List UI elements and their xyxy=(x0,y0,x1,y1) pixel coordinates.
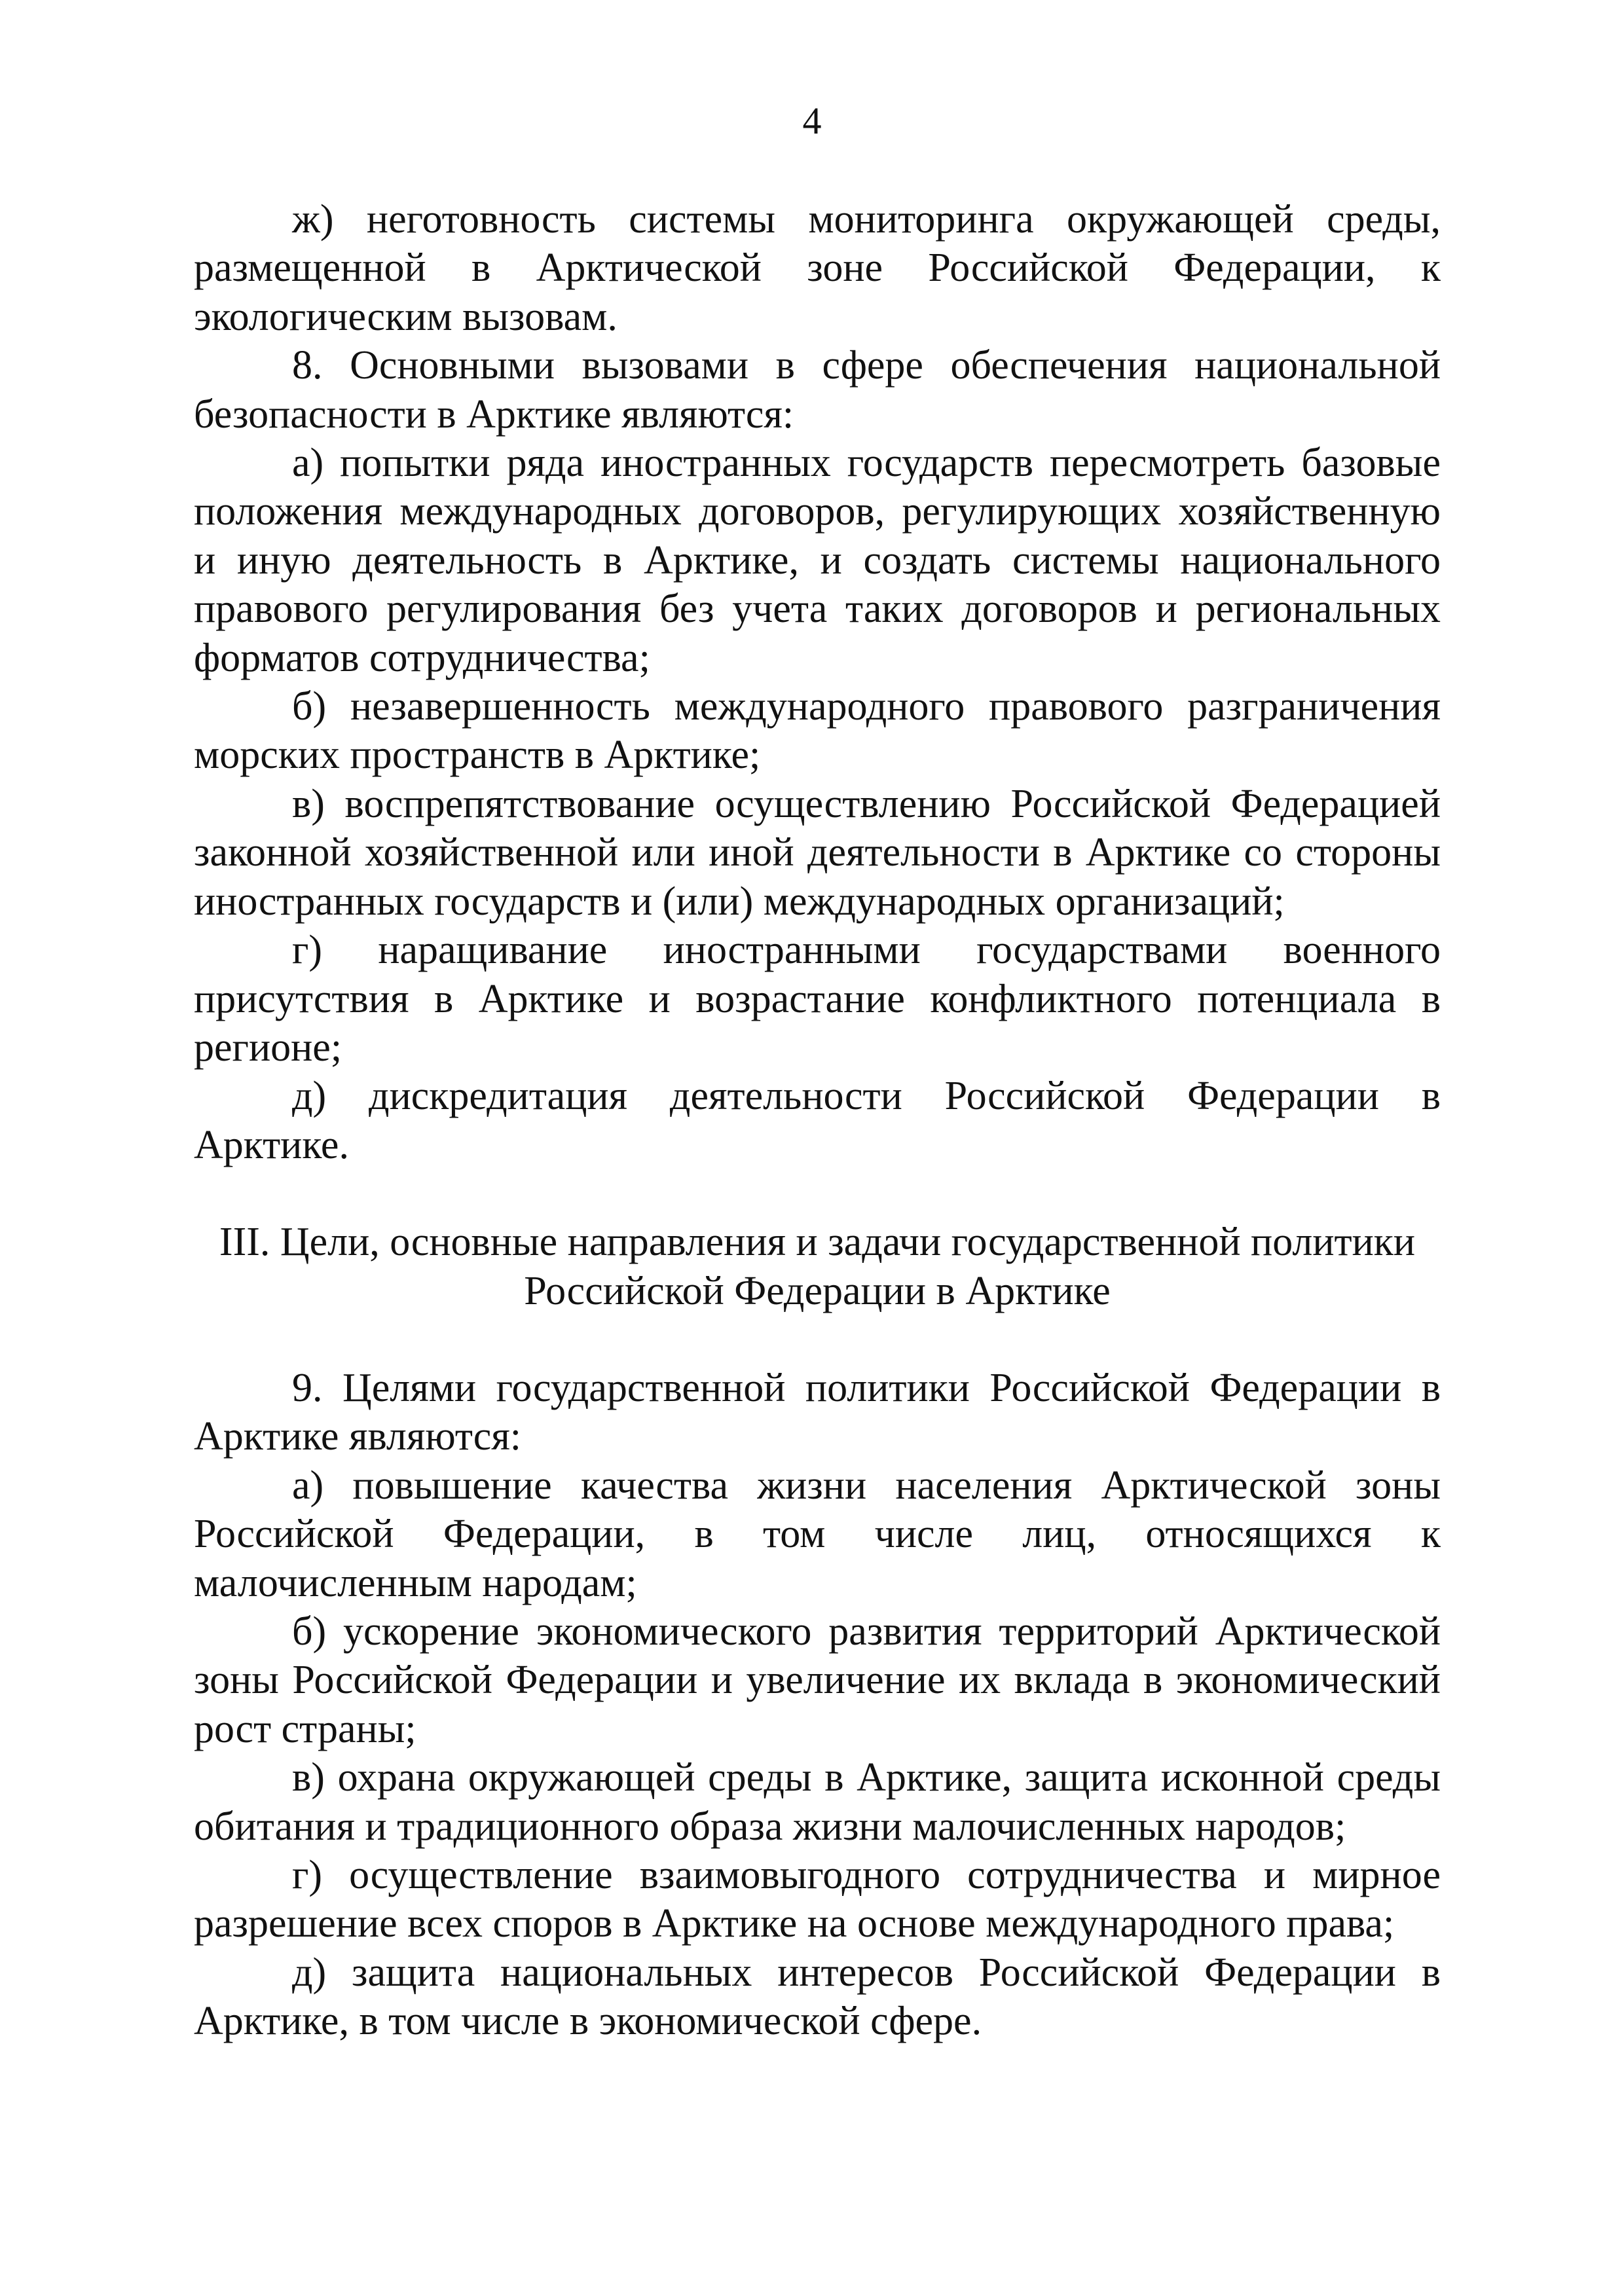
section-heading-line-2: Российской Федерации в Арктике xyxy=(524,1268,1111,1313)
page-number: 4 xyxy=(802,100,822,142)
paragraph-goal-a: а) повышение качества жизни населения Арктической зоны Российской Федерации, в том числе лиц, относящихся к малочисленным народам; xyxy=(194,1463,1441,1605)
paragraph-item-zh: ж) неготовность системы мониторинга окружающей среды, размещенной в Арктической зоне Российской Федерации, к экологическим вызовам. xyxy=(194,197,1441,339)
paragraph-item-g: г) наращивание иностранными государствами военного присутствия в Арктике и возрастание конфликтного потенциала в регионе; xyxy=(194,928,1441,1070)
paragraph-item-v: в) воспрепятствование осуществлению Российской Федерацией законной хозяйственной или иной деятельности в Арктике со стороны иностранных государств и (или) международных организаций; xyxy=(194,781,1441,924)
paragraph-item-b: б) незавершенность международного правового разграничения морских пространств в Арктике; xyxy=(194,684,1441,778)
paragraph-item-d: д) дискредитация деятельности Российской Федерации в Арктике. xyxy=(194,1074,1441,1167)
paragraph-goal-g: г) осуществление взаимовыгодного сотрудничества и мирное разрешение всех споров в Арктике на основе международного права; xyxy=(194,1853,1441,1946)
paragraph-point-8: 8. Основными вызовами в сфере обеспечения национальной безопасности в Арктике являются: xyxy=(194,343,1441,437)
document-body xyxy=(194,195,1441,2046)
paragraph-item-a: а) попытки ряда иностранных государств пересмотреть базовые положения международных договоров, регулирующих хозяйственную и иную деятельность в Арктике, и создать системы национального правового регулирования без учета таких договоров и региональных форматов сотрудничества; xyxy=(194,441,1441,680)
paragraph-goal-v: в) охрана окружающей среды в Арктике, защита исконной среды обитания и традиционного образа жизни малочисленных народов; xyxy=(194,1755,1441,1849)
section-heading xyxy=(194,1218,1441,1315)
paragraph-goal-b: б) ускорение экономического развития территорий Арктической зоны Российской Федерации и увеличение их вклада в экономический рост страны; xyxy=(194,1609,1441,1751)
paragraph-point-9: 9. Целями государственной политики Российской Федерации в Арктике являются: xyxy=(194,1365,1441,1459)
paragraph-goal-d: д) защита национальных интересов Российской Федерации в Арктике, в том числе в экономической сфере. xyxy=(194,1950,1441,2044)
section-heading-line-1: III. Цели, основные направления и задачи государственной политики xyxy=(219,1220,1416,1265)
